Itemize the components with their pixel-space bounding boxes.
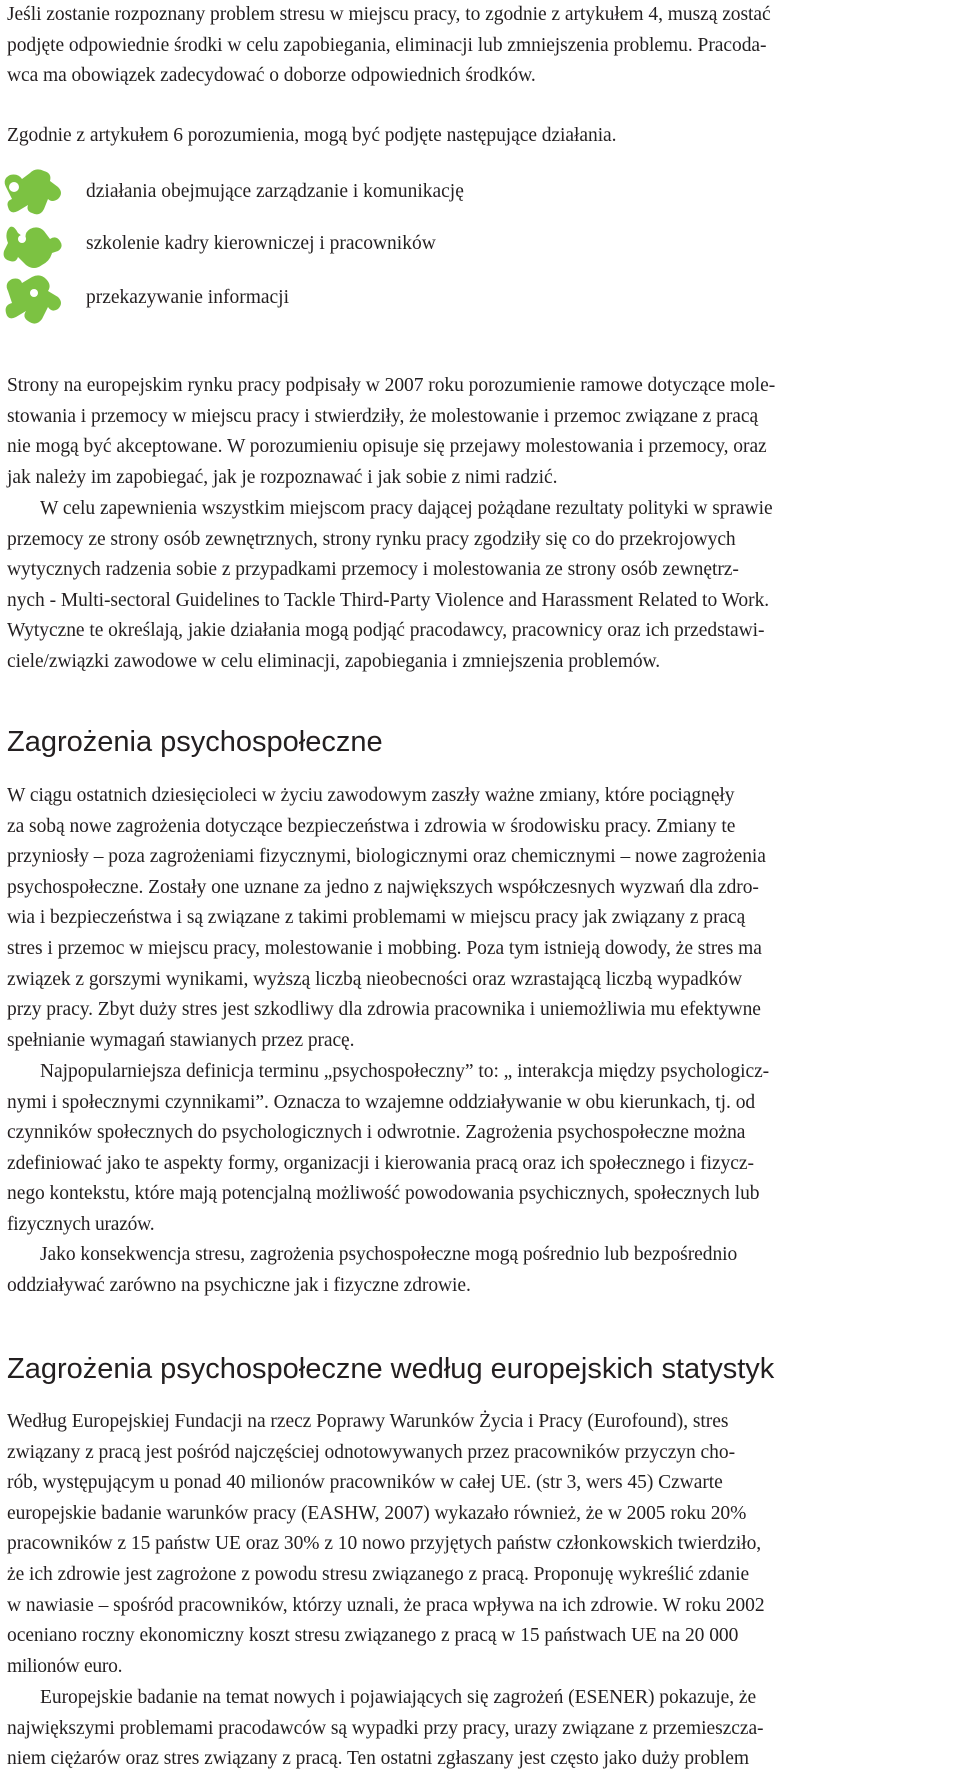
text-line: Strony na europejskim rynku pracy podpisały w 2007 roku porozumienie ramowe dotyczące mole- [7, 375, 776, 396]
section-heading: Zagrożenia psychospołeczne według europejskich statystyk [7, 1353, 775, 1385]
text-line: rób, występującym u ponad 40 milionów pracowników w całej UE. (str 3, wers 45) Czwarte [7, 1472, 723, 1494]
text-line: spełnianie wymagań stawianych przez pracę. [7, 1029, 355, 1051]
list-item-label: działania obejmujące zarządzanie i komunikację [86, 181, 464, 202]
text-line: W celu zapewnienia wszystkim miejscom pracy dającej pożądane rezultaty polityki w sprawie [40, 498, 773, 519]
text-line: podjęte odpowiednie środki w celu zapobiegania, eliminacji lub zmniejszenia problemu. Pracoda- [7, 34, 767, 56]
text-line: Jeśli zostanie rozpoznany problem stresu w miejscu pracy, to zgodnie z artykułem 4, muszą zostać [7, 4, 771, 25]
text-line: jak należy im zapobiegać, jak je rozpoznawać i jak sobie z nimi radzić. [7, 466, 558, 488]
puzzle-piece-icon [0, 217, 66, 275]
list-item-label: przekazywanie informacji [86, 287, 290, 308]
text-line: ciele/związki zawodowe w celu eliminacji, zapobiegania i zmniejszenia problemów. [7, 650, 661, 672]
text-line: związany z pracą jest pośród najczęściej odnotowywanych przez pracowników przyczyn cho- [7, 1441, 736, 1463]
list-item [0, 271, 960, 329]
text-line: przy pracy. Zbyt duży stres jest szkodliwy dla zdrowia pracownika i uniemożliwia mu efektywne [7, 999, 761, 1021]
puzzle-piece-icon [0, 271, 66, 329]
text-line: wca ma obowiązek zadecydować o doborze odpowiednich środków. [7, 65, 536, 87]
text-line: w nawiasie – spośród pracowników, którzy uznali, że praca wpływa na ich zdrowie. W roku 2002 [7, 1594, 765, 1616]
text-line: nego kontekstu, które mają potencjalną możliwość powodowania psychicznych, społecznych lub [7, 1183, 760, 1205]
text-line: Europejskie badanie na temat nowych i pojawiających się zagrożeń (ESENER) pokazuje, że [40, 1687, 757, 1708]
text-line: Najpopularniejsza definicja terminu „psychospołeczny” to: „ interakcja między psychologicz- [40, 1061, 770, 1082]
harassment-paragraph [7, 371, 957, 493]
puzzle-piece-icon [0, 165, 66, 223]
text-line: Wytyczne te określają, jakie działania mogą podjąć pracodawcy, pracownicy oraz ich przedstawi- [7, 620, 765, 642]
text-line: nymi i społecznymi czynnikami”. Oznacza to wzajemne oddziaływanie w obu kierunkach, tj. od [7, 1091, 756, 1113]
list-item [0, 217, 960, 275]
text-line: za sobą nowe zagrożenia dotyczące bezpieczeństwa i zdrowia w środowisku pracy. Zmiany te [7, 815, 736, 837]
text-line: niem ciężarów oraz stres związany z pracą. Ten ostatni zgłaszany jest często jako duży problem [7, 1748, 749, 1770]
text-line: fizycznych urazów. [7, 1213, 155, 1235]
esener-paragraph [7, 1683, 957, 1775]
measures-list [0, 165, 960, 355]
psychosocial-paragraph [7, 781, 957, 1056]
text-line: Według Europejskiej Fundacji na rzecz Poprawy Warunków Życia i Pracy (Eurofound), stres [7, 1411, 729, 1432]
text-line: psychospołeczne. Zostały one uznane za jedno z największych współczesnych wyzwań dla zdro- [7, 876, 759, 898]
third-party-paragraph [7, 494, 957, 678]
article-6-paragraph [7, 121, 957, 152]
section-heading: Zagrożenia psychospołeczne [7, 726, 383, 758]
text-line: Jako konsekwencja stresu, zagrożenia psychospołeczne mogą pośrednio lub bezpośrednio [40, 1244, 738, 1265]
text-line: wia i bezpieczeństwa i są związane z takimi problemami w miejscu pracy jak związany z pracą [7, 907, 746, 929]
text-line: nie mogą być akceptowane. W porozumieniu opisuje się przejawy molestowania i przemocy, oraz [7, 436, 767, 458]
consequence-paragraph [7, 1240, 957, 1301]
intro-paragraph [7, 0, 957, 92]
statistics-paragraph [7, 1407, 957, 1682]
definition-paragraph [7, 1057, 957, 1241]
text-line: że ich zdrowie jest zagrożone z powodu stresu związanego z pracą. Proponuję wykreślić zdanie [7, 1563, 750, 1585]
text-line: pracowników z 15 państw UE oraz 30% z 10 nowo przyjętych państw członkowskich twierdziło, [7, 1533, 762, 1555]
text-line: największymi problemami pracodawców są wypadki przy pracy, urazy związane z przemieszcza- [7, 1717, 764, 1739]
text-line: czynników społecznych do psychologicznych i odwrotnie. Zagrożenia psychospołeczne można [7, 1122, 746, 1144]
text-line: wytycznych radzenia sobie z przypadkami przemocy i molestowania ze strony osób zewnętrz- [7, 559, 739, 581]
text-line: Zgodnie z artykułem 6 porozumienia, mogą być podjęte następujące działania. [7, 125, 617, 146]
text-line: europejskie badanie warunków pracy (EASHW, 2007) wykazało również, że w 2005 roku 20% [7, 1502, 747, 1524]
list-item-label: szkolenie kadry kierowniczej i pracowników [86, 233, 436, 254]
text-line: przemocy ze strony osób zewnętrznych, strony rynku pracy zgodziły się co do przekrojowych [7, 528, 736, 550]
text-line: oceniano roczny ekonomiczny koszt stresu związanego z pracą w 15 państwach UE na 20 000 [7, 1625, 739, 1647]
list-item [0, 165, 960, 223]
text-line: przyniosły – poza zagrożeniami fizycznymi, biologicznymi oraz chemicznymi – nowe zagrożenia [7, 846, 766, 868]
text-line: W ciągu ostatnich dziesięcioleci w życiu zawodowym zaszły ważne zmiany, które pociągnęły [7, 785, 735, 806]
text-line: zdefiniować jako te aspekty formy, organizacji i kierowania pracą oraz ich społecznego i fizycz- [7, 1152, 754, 1174]
text-line: związek z gorszymi wynikami, wyższą liczbą nieobecności oraz wzrastającą liczbą wypadków [7, 968, 743, 990]
text-line: oddziaływać zarówno na psychiczne jak i fizyczne zdrowie. [7, 1274, 471, 1296]
text-line: stowania i przemocy w miejscu pracy i stwierdziły, że molestowanie i przemoc związane z pracą [7, 405, 759, 427]
text-line: stres i przemoc w miejscu pracy, molestowanie i mobbing. Poza tym istnieją dowody, że stres ma [7, 937, 762, 959]
text-line: nych - Multi-sectoral Guidelines to Tackle Third-Party Violence and Harassment Related to Work. [7, 589, 770, 611]
text-line: milionów euro. [7, 1655, 123, 1677]
